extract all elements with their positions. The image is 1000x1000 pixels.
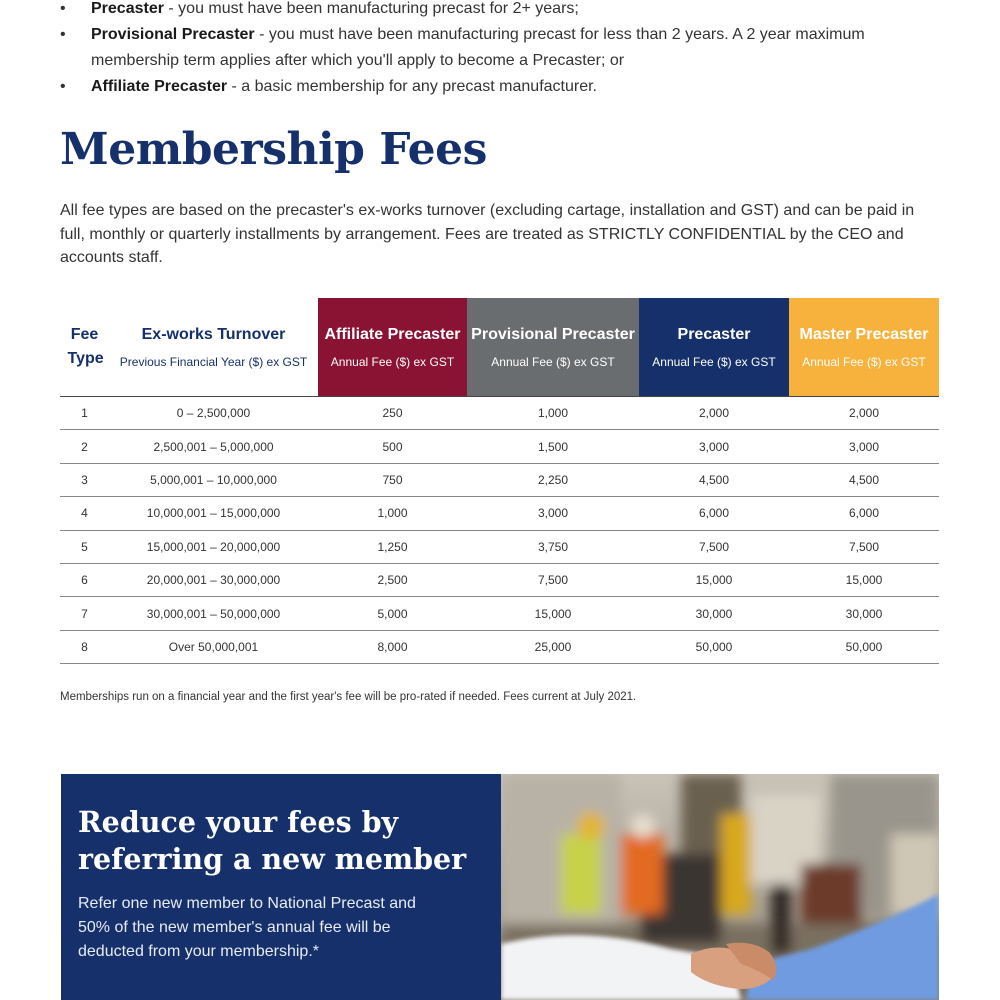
header-fee-type-label: Fee Type	[67, 326, 104, 367]
cell-affiliate: 1,000	[318, 497, 467, 530]
cell-precaster: 7,500	[639, 530, 789, 563]
cell-affiliate: 5,000	[318, 597, 467, 630]
promo-title: Reduce your fees by referring a new member	[78, 805, 467, 876]
cell-type: 8	[60, 630, 109, 663]
membership-type-item	[60, 74, 940, 100]
cell-turnover: 30,000,001 – 50,000,000	[109, 597, 318, 630]
header-affiliate-sub: Annual Fee ($) ex GST	[330, 354, 455, 369]
cell-provisional: 7,500	[467, 563, 639, 596]
membership-type-item	[60, 22, 940, 74]
cell-type: 4	[60, 497, 109, 530]
table-row	[60, 430, 939, 463]
header-affiliate	[318, 298, 467, 397]
cell-master: 50,000	[789, 630, 939, 663]
cell-provisional: 1,000	[467, 397, 639, 430]
header-master-label: Master Precaster	[799, 325, 929, 343]
cell-master: 7,500	[789, 530, 939, 563]
cell-affiliate: 2,500	[318, 563, 467, 596]
cell-provisional: 15,000	[467, 597, 639, 630]
membership-type-item	[60, 0, 940, 22]
membership-type-name: Precaster	[91, 0, 164, 17]
cell-affiliate: 8,000	[318, 630, 467, 663]
cell-precaster: 6,000	[639, 497, 789, 530]
promo-body: Refer one new member to National Precast and 50% of the new member's annual fee will be deducted from your membership.*	[78, 895, 416, 960]
footnote: Memberships run on a financial year and the first year's fee will be pro-rated if needed. Fees current at July 2021.	[60, 691, 637, 703]
header-provisional-label: Provisional Precaster	[471, 325, 635, 343]
bullet-icon: •	[60, 26, 66, 43]
handshake-photo-icon	[501, 774, 939, 1000]
table-row	[60, 530, 939, 563]
membership-type-name: Provisional Precaster	[91, 26, 255, 43]
cell-precaster: 50,000	[639, 630, 789, 663]
cell-type: 1	[60, 397, 109, 430]
promo-panel	[61, 774, 501, 1000]
table-row	[60, 497, 939, 530]
table-row	[60, 597, 939, 630]
header-master	[789, 298, 939, 397]
cell-turnover: 20,000,001 – 30,000,000	[109, 563, 318, 596]
header-provisional	[467, 298, 639, 397]
table-header-row	[60, 298, 939, 397]
table-row	[60, 397, 939, 430]
cell-turnover: 0 – 2,500,000	[109, 397, 318, 430]
cell-precaster: 2,000	[639, 397, 789, 430]
header-precaster-sub: Annual Fee ($) ex GST	[652, 354, 776, 369]
cell-type: 7	[60, 597, 109, 630]
header-master-sub: Annual Fee ($) ex GST	[802, 354, 926, 369]
header-provisional-sub: Annual Fee ($) ex GST	[491, 354, 615, 369]
intro-paragraph: All fee types are based on the precaster's ex-works turnover (excluding cartage, installation and GST) and can be paid in full, monthly or quarterly installments by arrangement. Fees are treated as STRICTLY CONFIDENTIAL by the CEO and accounts staff.	[60, 202, 915, 266]
header-affiliate-label: Affiliate Precaster	[324, 325, 461, 343]
cell-type: 3	[60, 463, 109, 496]
handshake-photo-illustration	[501, 774, 939, 1000]
cell-precaster: 15,000	[639, 563, 789, 596]
cell-affiliate: 1,250	[318, 530, 467, 563]
table-row	[60, 463, 939, 496]
membership-type-list	[60, 0, 940, 100]
cell-affiliate: 250	[318, 397, 467, 430]
table-row	[60, 630, 939, 663]
referral-promo	[61, 774, 939, 1000]
cell-precaster: 30,000	[639, 597, 789, 630]
bullet-icon: •	[60, 0, 66, 17]
cell-master: 15,000	[789, 563, 939, 596]
cell-type: 5	[60, 530, 109, 563]
cell-master: 6,000	[789, 497, 939, 530]
cell-turnover: 10,000,001 – 15,000,000	[109, 497, 318, 530]
cell-master: 30,000	[789, 597, 939, 630]
membership-type-name: Affiliate Precaster	[91, 78, 228, 95]
cell-master: 2,000	[789, 397, 939, 430]
header-fee-type	[60, 298, 109, 397]
cell-affiliate: 750	[318, 463, 467, 496]
header-precaster	[639, 298, 789, 397]
table-row	[60, 563, 939, 596]
cell-provisional: 2,250	[467, 463, 639, 496]
cell-master: 4,500	[789, 463, 939, 496]
header-turnover	[109, 298, 318, 397]
cell-precaster: 4,500	[639, 463, 789, 496]
header-turnover-label: Ex-works Turnover	[141, 325, 286, 343]
membership-type-description: - a basic membership for any precast manufacturer.	[227, 78, 597, 95]
header-precaster-label: Precaster	[677, 325, 751, 343]
cell-turnover: Over 50,000,001	[109, 630, 318, 663]
cell-precaster: 3,000	[639, 430, 789, 463]
cell-provisional: 3,000	[467, 497, 639, 530]
cell-provisional: 3,750	[467, 530, 639, 563]
membership-type-description: - you must have been manufacturing precast for less than 2 years. A 2 year maximum membership term applies after which you'll apply to become a Precaster; or	[91, 26, 865, 69]
cell-provisional: 1,500	[467, 430, 639, 463]
cell-turnover: 5,000,001 – 10,000,000	[109, 463, 318, 496]
cell-type: 2	[60, 430, 109, 463]
membership-type-description: - you must have been manufacturing precast for 2+ years;	[163, 0, 579, 17]
cell-turnover: 2,500,001 – 5,000,000	[109, 430, 318, 463]
header-turnover-sub: Previous Financial Year ($) ex GST	[119, 354, 308, 369]
cell-turnover: 15,000,001 – 20,000,000	[109, 530, 318, 563]
bullet-icon: •	[60, 78, 66, 95]
cell-provisional: 25,000	[467, 630, 639, 663]
cell-affiliate: 500	[318, 430, 467, 463]
fees-table	[60, 298, 939, 664]
page-title: Membership Fees	[60, 124, 487, 175]
cell-type: 6	[60, 563, 109, 596]
cell-master: 3,000	[789, 430, 939, 463]
